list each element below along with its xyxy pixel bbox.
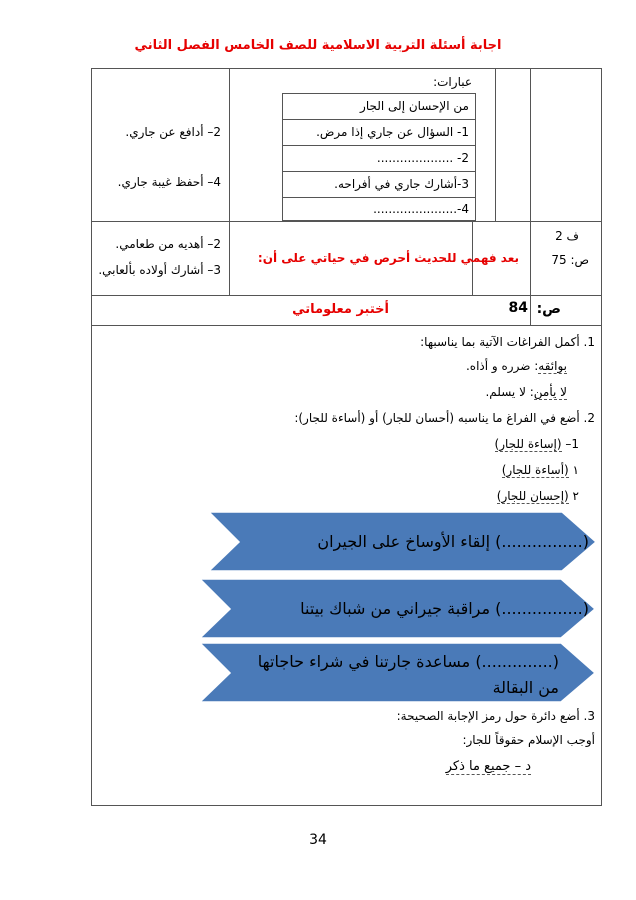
page-number: 34 [309, 832, 327, 848]
statement-row: 1- السؤال عن جاري إذا مرض. [316, 125, 469, 139]
arrow-statement: (..............) مساعدة جارتنا في شراء حاجاتها من البقالة [257, 652, 559, 697]
q2-answer [497, 489, 579, 503]
q2-answer-number: ١ [572, 463, 579, 477]
section-prompt: بعد فهمي للحديث أحرص في حياتي على أن: [257, 251, 519, 265]
question-2: 2. أضع في الفراغ ما يناسبه (أحسان للجار) أو (أساءة للجار): [294, 411, 595, 425]
page-ref-label: ص: [536, 301, 561, 317]
q1-term: لا يأمن [533, 385, 567, 399]
section-title: أختبر معلوماتي [292, 302, 389, 317]
answer-item: 4– أحفظ غيبة جاري. [117, 175, 221, 189]
q1-line [485, 385, 567, 399]
col-divider [530, 69, 531, 325]
q2-answer-number: 1– [565, 437, 579, 451]
q1-line [466, 359, 567, 373]
q2-answer [495, 437, 579, 451]
q3-answer [446, 759, 531, 774]
page-title: اجابة أسئلة التربية الاسلامية للصف الخامس الفصل الثاني [134, 38, 502, 53]
q1-definition: : لا يسلم. [485, 385, 534, 399]
q2-answer-number: ٢ [572, 489, 579, 503]
q3-answer-text: د – جميع ما ذكر [445, 759, 531, 774]
row-divider [92, 325, 601, 326]
worksheet-table [91, 68, 602, 806]
col-divider [229, 69, 230, 295]
statements-box [282, 93, 476, 221]
arrow-statement: (................) إلقاء الأوساخ على الجيران [317, 532, 589, 551]
q2-answer [502, 463, 579, 477]
answer-item: 3– أشارك أولاده بألعابي. [98, 263, 221, 277]
page-ref-number: 84 [508, 300, 528, 316]
q1-term: بوائقه [538, 359, 567, 373]
reference-lesson: ف 2 [555, 229, 579, 243]
q2-answer-text: (إحسان للجار) [496, 489, 569, 503]
statement-row: 3-أشارك جاري في أفراحه. [334, 177, 469, 191]
statement-row: 2- .................... [376, 151, 469, 165]
question-1: 1. أكمل الفراغات الآتية بما يناسبها: [420, 335, 595, 349]
row-divider [92, 295, 601, 296]
q3-stem: أوجب الإسلام حقوقاً للجار: [462, 733, 595, 747]
q2-answer-text: (أساءة للجار) [501, 463, 569, 477]
ebarat-label: عبارات: [433, 75, 472, 89]
q2-answer-text: (إساءة للجار) [494, 437, 562, 451]
row-divider [92, 221, 601, 222]
arrow-statement: (................) مراقبة جيراني من شباك بيتنا [300, 599, 589, 618]
answer-item: 2– أهديه من طعامي. [115, 237, 221, 251]
col-divider [495, 69, 496, 221]
statement-row: 4-...................... [373, 202, 469, 216]
q1-definition: : ضرره و أذاه. [465, 359, 539, 373]
question-3: 3. أضع دائرة حول رمز الإجابة الصحيحة: [396, 709, 595, 723]
answer-item: 2– أدافع عن جاري. [125, 125, 221, 139]
statement-row: من الإحسان إلى الجار [360, 99, 469, 113]
reference-page: ص: 75 [551, 253, 589, 267]
